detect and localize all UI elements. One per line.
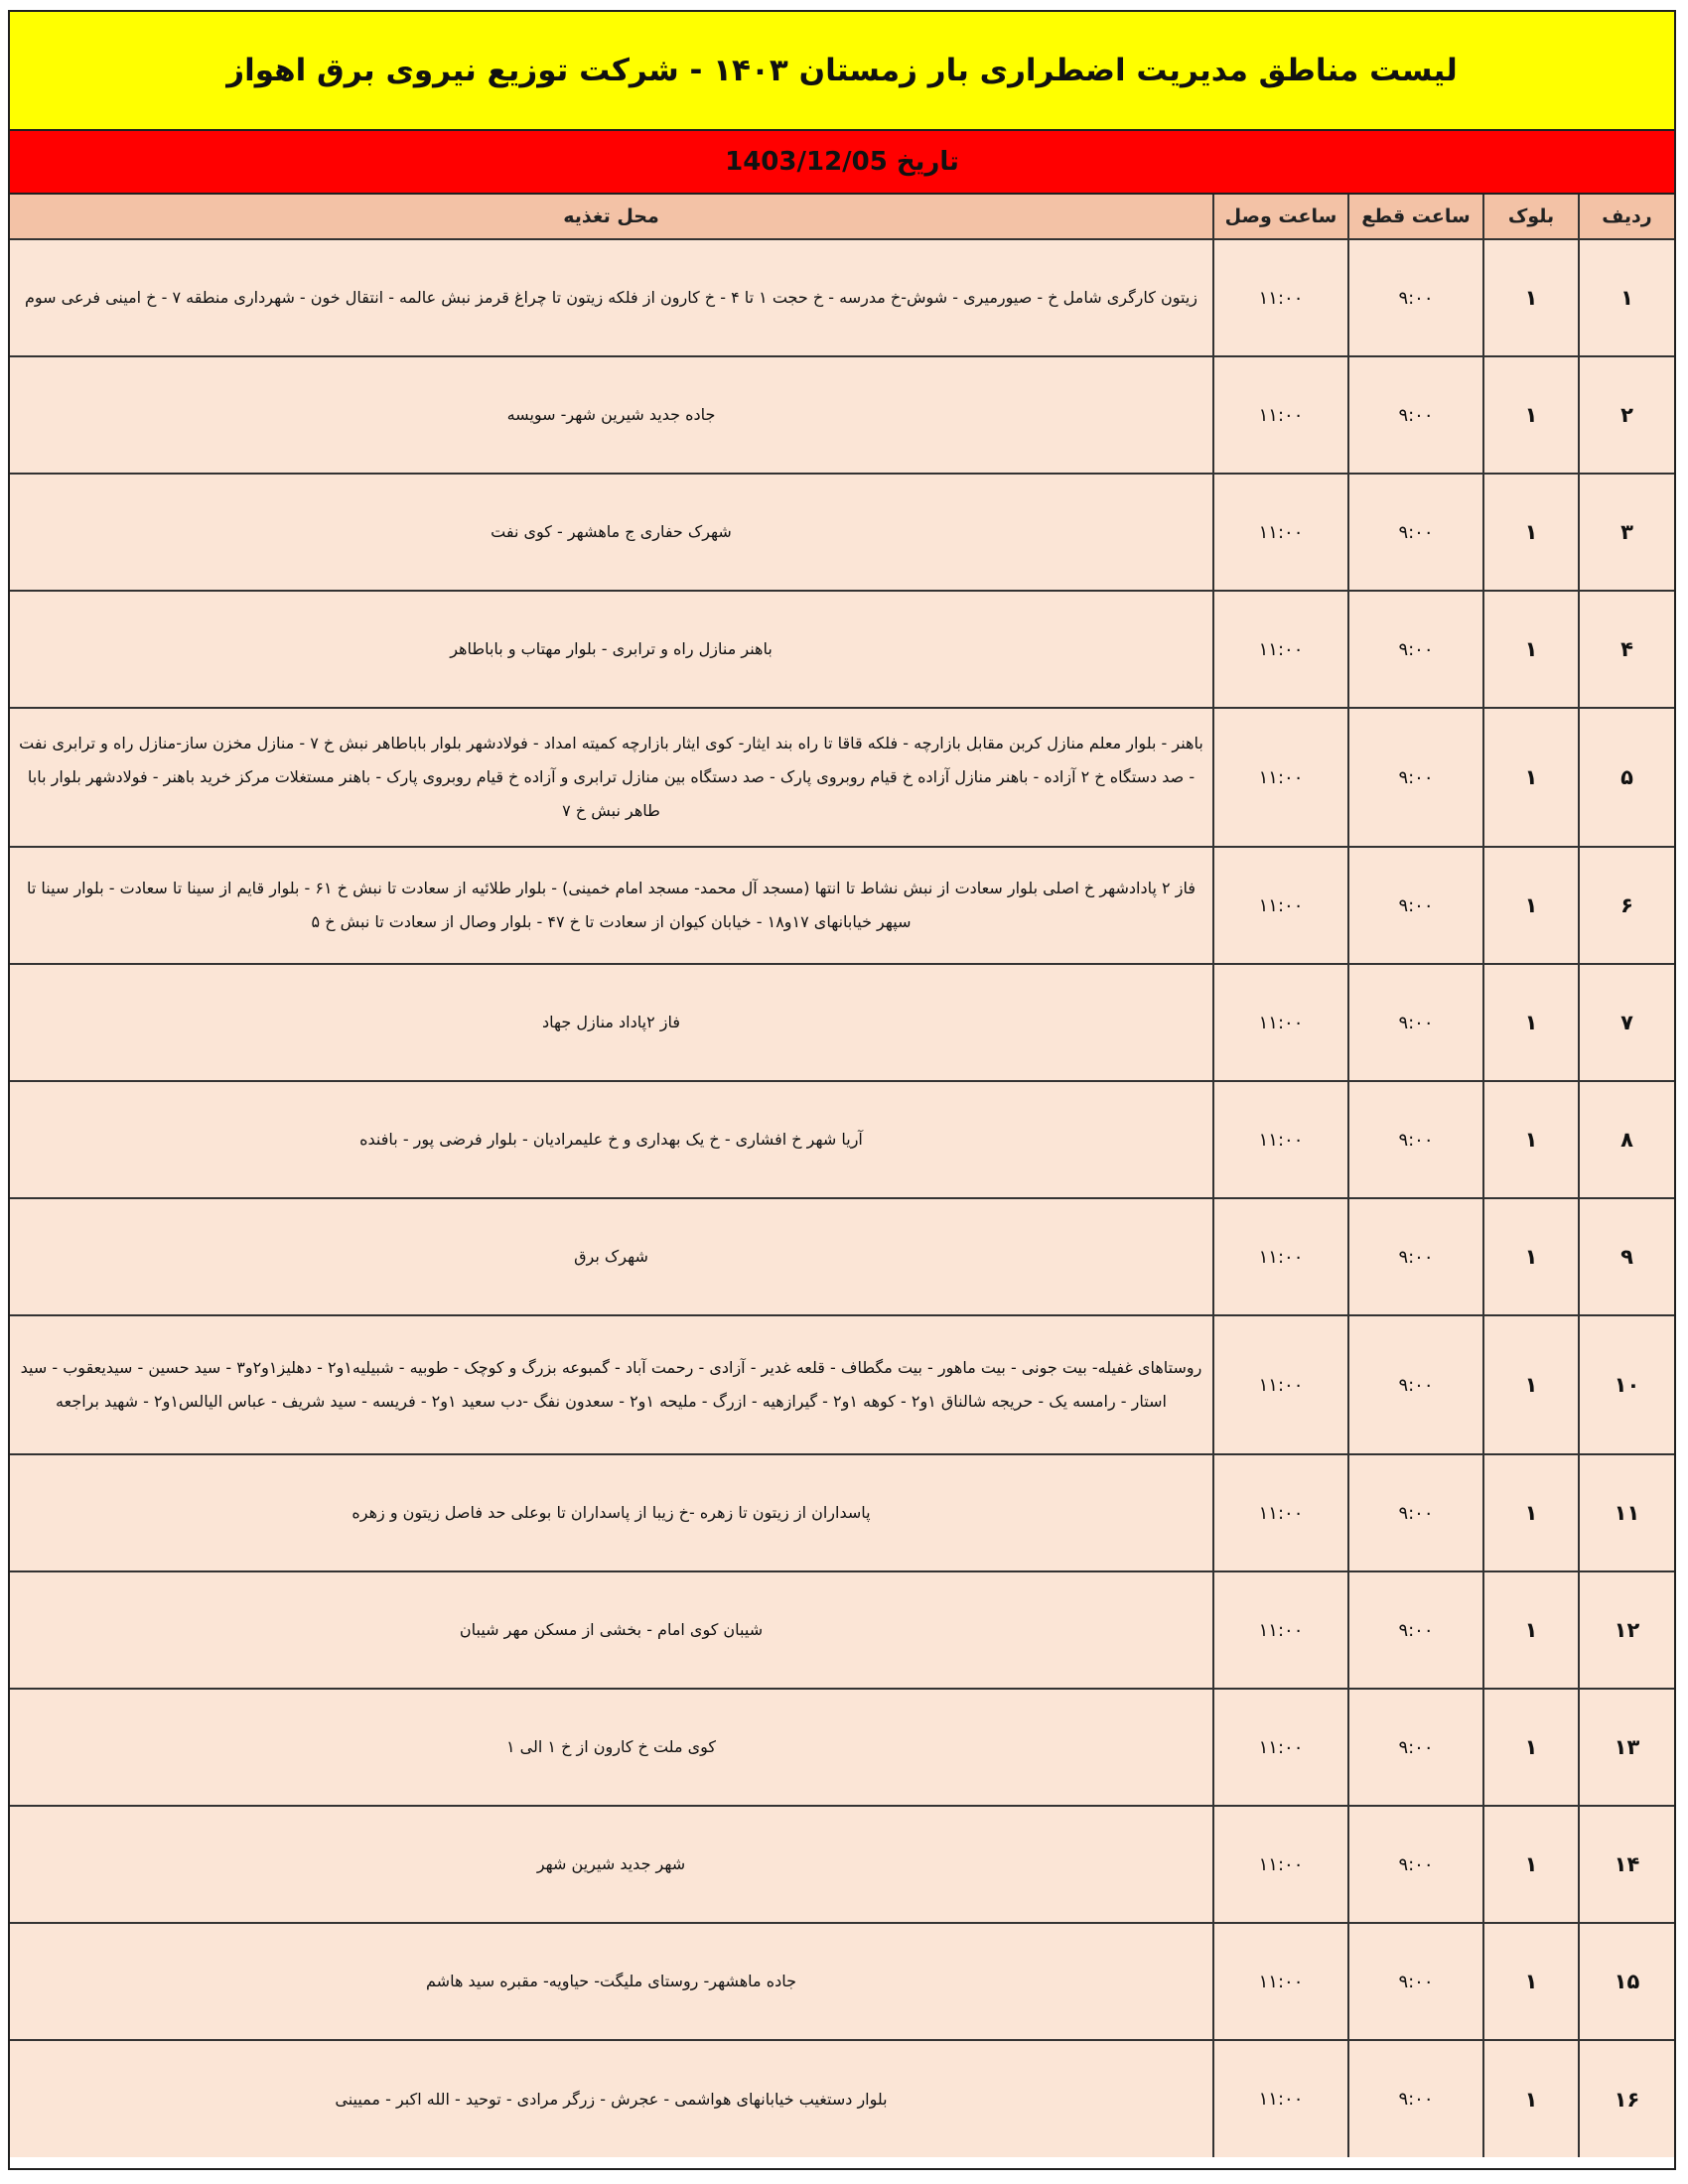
block-cell: ۱ — [1483, 847, 1579, 964]
connect-time-cell: ۱۱:۰۰ — [1213, 2040, 1348, 2157]
block-cell: ۱ — [1483, 1454, 1579, 1571]
table-row — [10, 708, 1674, 847]
cut-time-cell: ۹:۰۰ — [1348, 1198, 1483, 1315]
row-number-cell: ۸ — [1579, 1081, 1674, 1198]
connect-time-cell: ۱۱:۰۰ — [1213, 1454, 1348, 1571]
header-connect-time: ساعت وصل — [1213, 195, 1348, 239]
area-cell: شهرک حفاری ج ماهشهر - کوی نفت — [10, 474, 1213, 591]
cut-time-cell: ۹:۰۰ — [1348, 1571, 1483, 1689]
table-row — [10, 474, 1674, 591]
block-cell: ۱ — [1483, 1571, 1579, 1689]
connect-time-cell: ۱۱:۰۰ — [1213, 474, 1348, 591]
area-cell: کوی ملت خ کارون از خ ۱ الی ۱ — [10, 1689, 1213, 1806]
block-cell: ۱ — [1483, 964, 1579, 1081]
cut-time-cell: ۹:۰۰ — [1348, 2040, 1483, 2157]
table-row — [10, 1315, 1674, 1454]
connect-time-cell: ۱۱:۰۰ — [1213, 1689, 1348, 1806]
row-number-cell: ۴ — [1579, 591, 1674, 708]
block-cell: ۱ — [1483, 708, 1579, 847]
cut-time-cell: ۹:۰۰ — [1348, 708, 1483, 847]
table-row — [10, 1198, 1674, 1315]
row-number-cell: ۱۲ — [1579, 1571, 1674, 1689]
area-cell: فاز ۲ پادادشهر خ اصلی بلوار سعادت از نبش نشاط تا انتها (مسجد آل محمد- مسجد امام خمینی) - بلوار طلائیه از سعادت تا نبش خ ۶۱ - بلوار قایم از سینا تا سعادت - بلوار سینا تا سپهر خیابانهای ۱۷و۱۸ - خیابان کیوان از سعادت تا خ ۴۷ - بلوار وصال از سعادت تا نبش خ ۵ — [10, 847, 1213, 964]
block-cell: ۱ — [1483, 1923, 1579, 2040]
block-cell: ۱ — [1483, 474, 1579, 591]
connect-time-cell: ۱۱:۰۰ — [1213, 1081, 1348, 1198]
row-number-cell: ۵ — [1579, 708, 1674, 847]
cut-time-cell: ۹:۰۰ — [1348, 1806, 1483, 1923]
header-row-number: ردیف — [1579, 195, 1674, 239]
block-cell: ۱ — [1483, 591, 1579, 708]
area-cell: پاسداران از زیتون تا زهره -خ زیبا از پاسداران تا بوعلی حد فاصل زیتون و زهره — [10, 1454, 1213, 1571]
row-number-cell: ۱ — [1579, 239, 1674, 356]
schedule-table — [10, 195, 1674, 2157]
connect-time-cell: ۱۱:۰۰ — [1213, 1806, 1348, 1923]
row-number-cell: ۷ — [1579, 964, 1674, 1081]
connect-time-cell: ۱۱:۰۰ — [1213, 1571, 1348, 1689]
table-row — [10, 591, 1674, 708]
table-row — [10, 1081, 1674, 1198]
table-row — [10, 1806, 1674, 1923]
table-header-row — [10, 195, 1674, 239]
row-number-cell: ۱۶ — [1579, 2040, 1674, 2157]
cut-time-cell: ۹:۰۰ — [1348, 474, 1483, 591]
cut-time-cell: ۹:۰۰ — [1348, 964, 1483, 1081]
connect-time-cell: ۱۱:۰۰ — [1213, 356, 1348, 474]
area-cell: روستاهای غفیله- بیت جونی - بیت ماهور - بیت مگطاف - قلعه غدیر - آزادی - رحمت آباد - گمبوعه بزرگ و کوچک - طوبیه - شبیلیه۱و۲ - دهلیز۱و۲و۳ - سید حسین - سیدیعقوب - سید استار - رامسه یک - حریجه شالناق ۱و۲ - کوهه ۱و۲ - گیرازهیه - ازرگ - ملیحه ۱و۲ - سعدون نفگ -دب سعید ۱و۲ - فریسه - سید شریف - عباس الیالس۱و۲ - شهید براجعه — [10, 1315, 1213, 1454]
block-cell: ۱ — [1483, 1198, 1579, 1315]
table-row — [10, 356, 1674, 474]
block-cell: ۱ — [1483, 239, 1579, 356]
row-number-cell: ۱۱ — [1579, 1454, 1674, 1571]
cut-time-cell: ۹:۰۰ — [1348, 1315, 1483, 1454]
cut-time-cell: ۹:۰۰ — [1348, 847, 1483, 964]
header-cut-time: ساعت قطع — [1348, 195, 1483, 239]
row-number-cell: ۹ — [1579, 1198, 1674, 1315]
table-row — [10, 1454, 1674, 1571]
table-row — [10, 1923, 1674, 2040]
block-cell: ۱ — [1483, 356, 1579, 474]
connect-time-cell: ۱۱:۰۰ — [1213, 964, 1348, 1081]
block-cell: ۱ — [1483, 1081, 1579, 1198]
connect-time-cell: ۱۱:۰۰ — [1213, 1315, 1348, 1454]
area-cell: شهرک برق — [10, 1198, 1213, 1315]
row-number-cell: ۱۳ — [1579, 1689, 1674, 1806]
area-cell: فاز ۲پاداد منازل جهاد — [10, 964, 1213, 1081]
table-row — [10, 239, 1674, 356]
area-cell: جاده ماهشهر- روستای ملیگت- حیاویه- مقبره سید هاشم — [10, 1923, 1213, 2040]
connect-time-cell: ۱۱:۰۰ — [1213, 708, 1348, 847]
table-row — [10, 1689, 1674, 1806]
connect-time-cell: ۱۱:۰۰ — [1213, 847, 1348, 964]
area-cell: بلوار دستغیب خیابانهای هواشمی - عجرش - زرگر مرادی - توحید - الله اکبر - ممیینی — [10, 2040, 1213, 2157]
cut-time-cell: ۹:۰۰ — [1348, 356, 1483, 474]
table-row — [10, 2040, 1674, 2157]
cut-time-cell: ۹:۰۰ — [1348, 1923, 1483, 2040]
table-row — [10, 1571, 1674, 1689]
table-row — [10, 964, 1674, 1081]
block-cell: ۱ — [1483, 1315, 1579, 1454]
cut-time-cell: ۹:۰۰ — [1348, 239, 1483, 356]
block-cell: ۱ — [1483, 2040, 1579, 2157]
row-number-cell: ۶ — [1579, 847, 1674, 964]
area-cell: آریا شهر خ افشاری - خ یک بهداری و خ علیمرادیان - بلوار فرضی پور - بافنده — [10, 1081, 1213, 1198]
page-title: لیست مناطق مدیریت اضطراری بار زمستان ۱۴۰۳ - شرکت توزیع نیروی برق اهواز — [10, 12, 1674, 131]
area-cell: باهنر - بلوار معلم منازل کربن مقابل بازارچه - فلکه قاقا تا راه بند ایثار- کوی ایثار بازارچه کمیته امداد - فولادشهر بلوار باباطاهر نبش خ ۷ - منازل مخزن ساز-منازل راه و ترابری نفت - صد دستگاه خ ۲ آزاده - باهنر منازل آزاده خ قیام روبروی پارک - صد دستگاه بین منازل ترابری و آزاده خ قیام روبروی پارک - باهنر مستغلات مرکز خرید باهنر - فولادشهر بلوار بابا طاهر نبش خ ۷ — [10, 708, 1213, 847]
connect-time-cell: ۱۱:۰۰ — [1213, 591, 1348, 708]
area-cell: جاده جدید شیرین شهر- سویسه — [10, 356, 1213, 474]
row-number-cell: ۱۵ — [1579, 1923, 1674, 2040]
block-cell: ۱ — [1483, 1806, 1579, 1923]
cut-time-cell: ۹:۰۰ — [1348, 1081, 1483, 1198]
table-row — [10, 847, 1674, 964]
row-number-cell: ۱۰ — [1579, 1315, 1674, 1454]
cut-time-cell: ۹:۰۰ — [1348, 591, 1483, 708]
row-number-cell: ۱۴ — [1579, 1806, 1674, 1923]
block-cell: ۱ — [1483, 1689, 1579, 1806]
header-area: محل تغذیه — [10, 195, 1213, 239]
date-banner: تاریخ 1403/12/05 — [10, 131, 1674, 195]
connect-time-cell: ۱۱:۰۰ — [1213, 239, 1348, 356]
area-cell: باهنر منازل راه و ترابری - بلوار مهتاب و باباطاهر — [10, 591, 1213, 708]
row-number-cell: ۲ — [1579, 356, 1674, 474]
connect-time-cell: ۱۱:۰۰ — [1213, 1198, 1348, 1315]
area-cell: زیتون کارگری شامل خ - صیورمیری - شوش-خ مدرسه - خ حجت ۱ تا ۴ - خ کارون از فلکه زیتون تا چراغ قرمز نبش عالمه - انتقال خون - شهرداری منطقه ۷ - خ امینی فرعی سوم — [10, 239, 1213, 356]
cut-time-cell: ۹:۰۰ — [1348, 1454, 1483, 1571]
schedule-sheet — [8, 10, 1676, 2170]
area-cell: شیبان کوی امام - بخشی از مسکن مهر شیبان — [10, 1571, 1213, 1689]
cut-time-cell: ۹:۰۰ — [1348, 1689, 1483, 1806]
row-number-cell: ۳ — [1579, 474, 1674, 591]
connect-time-cell: ۱۱:۰۰ — [1213, 1923, 1348, 2040]
area-cell: شهر جدید شیرین شهر — [10, 1806, 1213, 1923]
header-block: بلوک — [1483, 195, 1579, 239]
